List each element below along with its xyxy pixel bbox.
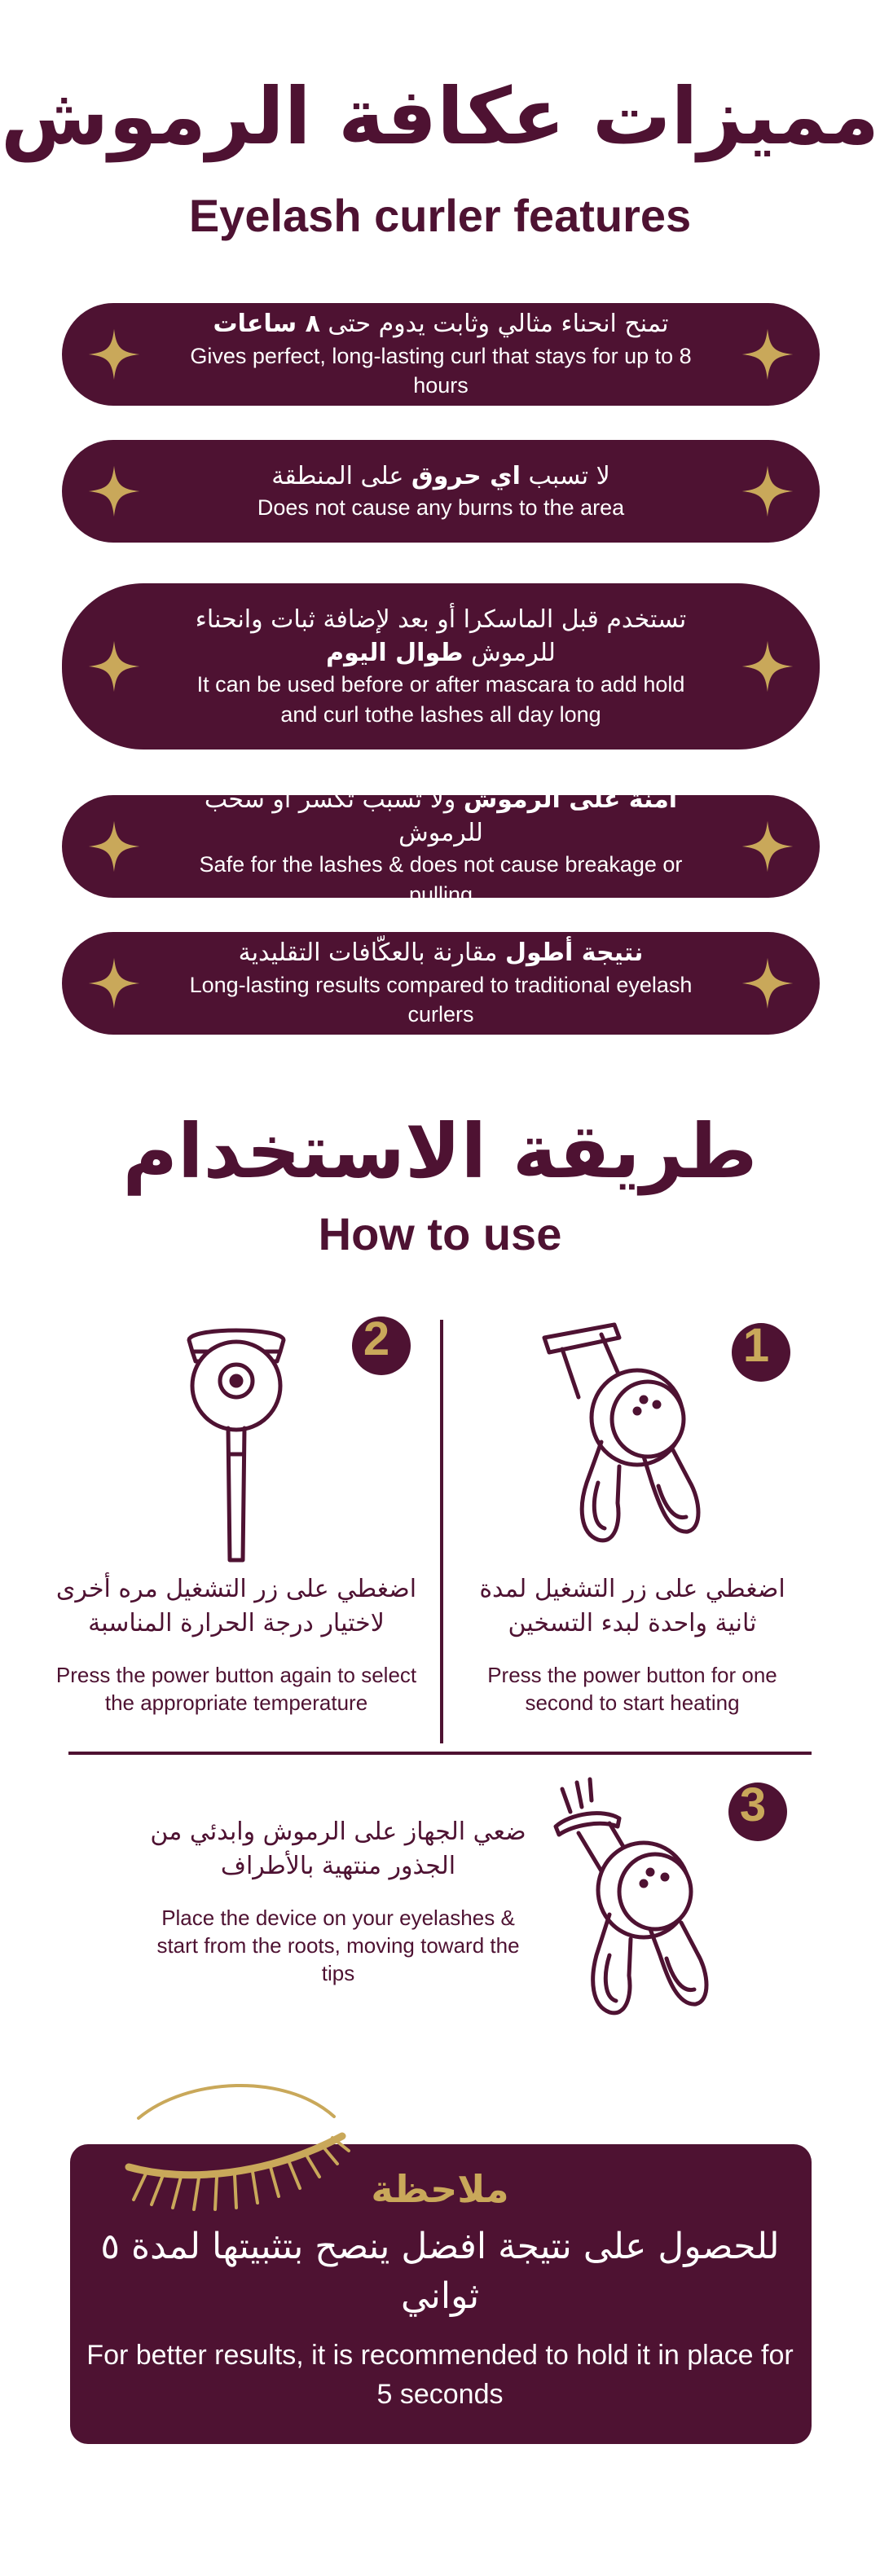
- feature-text-arabic: نتيجة أطول مقارنة بالعكّافات التقليدية: [238, 939, 644, 968]
- sparkle-star-icon: [740, 956, 795, 1011]
- eyelash-curler-icon: [546, 1776, 725, 2037]
- how-to-title-english: How to use: [318, 1208, 562, 1259]
- feature-text-english: Does not cause any burns to the area: [257, 495, 625, 521]
- feature-text-english: Gives perfect, long-lasting curl that stays for up to 8 hours: [190, 343, 692, 398]
- sparkle-star-icon: [86, 327, 142, 382]
- sparkle-star-icon: [740, 464, 795, 519]
- feature-card: [62, 440, 820, 543]
- note-title: ملاحظة: [371, 2167, 509, 2211]
- page-title-english: Eyelash curler features: [188, 190, 692, 241]
- sparkle-star-icon: [86, 464, 142, 519]
- step-text-arabic: ضعي الجهاز على الرموش وابدئي من الجذور منتهية بالأطراف: [150, 1818, 526, 1880]
- eyelash-curler-icon: [171, 1316, 301, 1576]
- step-number-badge: 1: [732, 1323, 790, 1382]
- feature-text-arabic: تستخدم قبل الماسكرا أو بعد لإضافة ثبات وانحناء للرموش طوال اليوم: [195, 605, 687, 667]
- feature-text-english: Safe for the lashes & does not cause breakage or pulling: [199, 852, 683, 907]
- eyelash-curler-icon: [530, 1320, 717, 1572]
- note-text-arabic: للحصول على نتيجة افضل ينصح بتثبيتها لمدة ٥ ثواني: [100, 2226, 780, 2317]
- note-text-english: For better results, it is recommended to hold it in place for 5 seconds: [86, 2340, 794, 2410]
- step-number-badge: 2: [352, 1317, 411, 1375]
- sparkle-star-icon: [740, 327, 795, 382]
- feature-text-english: Long-lasting results compared to traditional eyelash curlers: [189, 972, 693, 1027]
- feature-card: [62, 583, 820, 750]
- page-title-arabic: مميزات عكافة الرموش: [0, 71, 880, 162]
- divider: [68, 1752, 812, 1755]
- feature-card: [62, 932, 820, 1035]
- feature-text-arabic: لا تسبب اي حروق على المنطقة: [271, 461, 610, 490]
- step-text-english: Press the power button for one second to start heating: [487, 1663, 777, 1715]
- step-number-badge: 3: [728, 1783, 787, 1841]
- step-text-english: Place the device on your eyelashes & start from the roots, moving toward the tips: [156, 1906, 520, 1985]
- step-text-english: Press the power button again to select the appropriate temperature: [55, 1663, 417, 1715]
- feature-card: [62, 303, 820, 406]
- feature-text-english: It can be used before or after mascara to add hold and curl tothe lashes all day long: [196, 672, 685, 727]
- feature-text-arabic: آمنة على الرموش ولا تسبب تكسر أو سحب للرموش: [204, 785, 678, 847]
- sparkle-star-icon: [740, 819, 795, 874]
- feature-card: [62, 785, 820, 907]
- sparkle-star-icon: [740, 639, 795, 694]
- sparkle-star-icon: [86, 819, 142, 874]
- feature-text-arabic: تمنح انحناء مثالي وثابت يدوم حتى ٨ ساعات: [213, 310, 669, 339]
- step-text-arabic: اضغطي على زر التشغيل لمدة ثانية واحدة لبدء التسخين: [479, 1575, 785, 1637]
- sparkle-star-icon: [86, 639, 142, 694]
- sparkle-star-icon: [86, 956, 142, 1011]
- how-to-title-arabic: طريقة الاستخدام: [122, 1108, 758, 1195]
- divider: [440, 1320, 443, 1743]
- step-text-arabic: اضغطي على زر التشغيل مره أخرى لاختيار درجة الحرارة المناسبة: [55, 1575, 417, 1637]
